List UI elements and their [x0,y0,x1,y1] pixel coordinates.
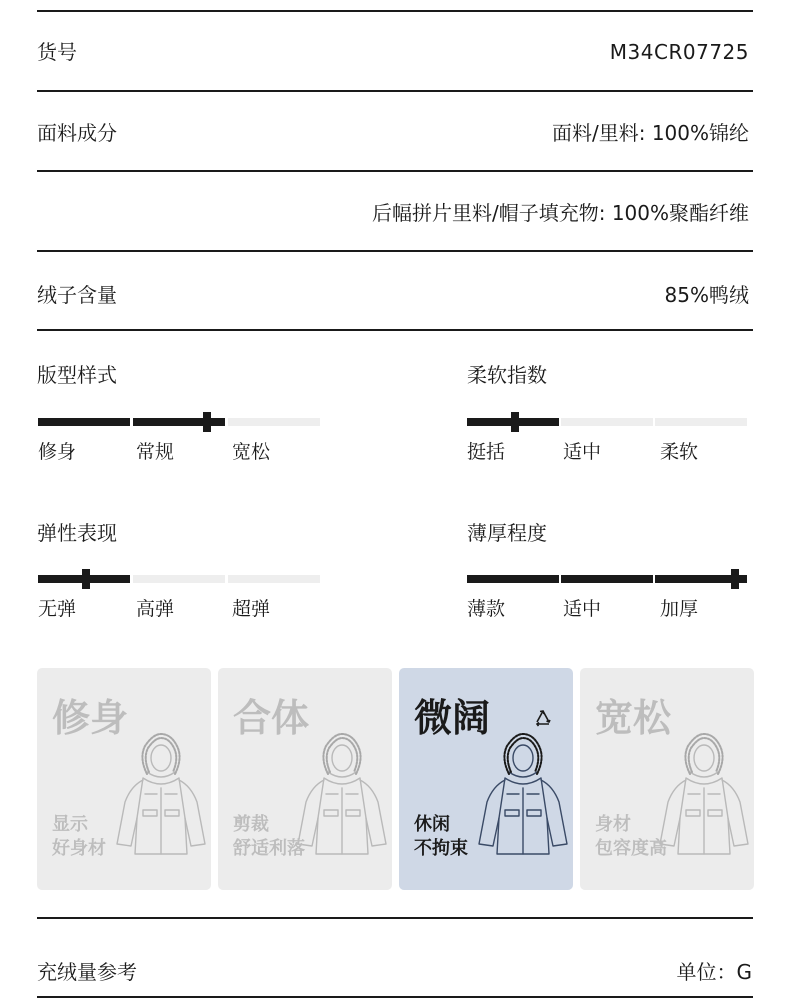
thickness-title: 薄厚程度 [467,521,547,545]
fit-card-title: 修身 [52,696,129,740]
scale-segment [133,418,225,426]
fit-card-description: 身材 包容度高 [595,814,667,859]
scale-marker [203,412,211,432]
down-content-label: 绒子含量 [37,283,117,307]
elasticity-label-super: 超弹 [232,598,271,620]
elasticity-label-none: 无弹 [38,598,77,620]
down-jacket-icon [475,732,571,862]
down-jacket-icon [656,732,752,862]
thickness-scale [467,569,749,589]
softness-label-medium: 适中 [563,441,602,463]
fit-card-description: 休闲 不拘束 [414,814,468,859]
scale-segment [228,418,320,426]
down-jacket-icon [113,732,209,862]
unit-label: 单位：G [676,960,752,984]
fit-card-description: 剪裁 舒适利落 [233,814,305,859]
elasticity-label-high: 高弹 [136,598,175,620]
thickness-label-thick: 加厚 [660,598,699,620]
divider [37,10,753,12]
scale-marker [82,569,90,589]
softness-title: 柔软指数 [467,363,547,387]
recycle-icon [533,708,553,728]
fit-style-scale [38,412,320,432]
fit-card-loose[interactable] [580,668,754,890]
fit-label-regular: 常规 [136,441,175,463]
fabric-composition-value: 面料/里料: 100%锦纶 [551,121,749,145]
softness-label-crisp: 挺括 [467,441,506,463]
fill-amount-label: 充绒量参考 [37,960,137,984]
elasticity-title: 弹性表现 [37,521,117,545]
scale-segment [228,575,320,583]
fit-style-title: 版型样式 [37,363,117,387]
elasticity-scale [38,569,320,589]
thickness-label-thin: 薄款 [467,598,506,620]
item-number-label: 货号 [37,40,77,64]
scale-segment [467,575,559,583]
fit-label-loose: 宽松 [232,441,271,463]
divider [37,917,753,919]
fit-card-description: 显示 好身材 [52,814,106,859]
scale-segment [561,575,653,583]
fit-card-title: 宽松 [595,696,672,740]
scale-marker [511,412,519,432]
fit-card-slim[interactable] [37,668,211,890]
item-number-value: M34CR07725 [609,40,749,64]
scale-marker [731,569,739,589]
fit-label-slim: 修身 [38,441,77,463]
fit-card-fitted[interactable] [218,668,392,890]
fit-card-title: 微阔 [414,696,491,740]
divider [37,170,753,172]
thickness-label-medium: 适中 [563,598,602,620]
scale-segment [655,418,747,426]
softness-scale [467,412,749,432]
scale-segment [561,418,653,426]
down-jacket-icon [294,732,390,862]
divider [37,996,753,998]
divider [37,90,753,92]
divider [37,250,753,252]
scale-segment [133,575,225,583]
fit-card-title: 合体 [233,696,310,740]
divider [37,329,753,331]
fit-card-relaxed[interactable] [399,668,573,890]
scale-segment [38,418,130,426]
fabric-composition-label: 面料成分 [37,121,117,145]
softness-label-soft: 柔软 [660,441,699,463]
down-content-value: 85%鸭绒 [664,283,749,307]
lining-composition-value: 后幅拼片里料/帽子填充物: 100%聚酯纤维 [371,201,749,225]
